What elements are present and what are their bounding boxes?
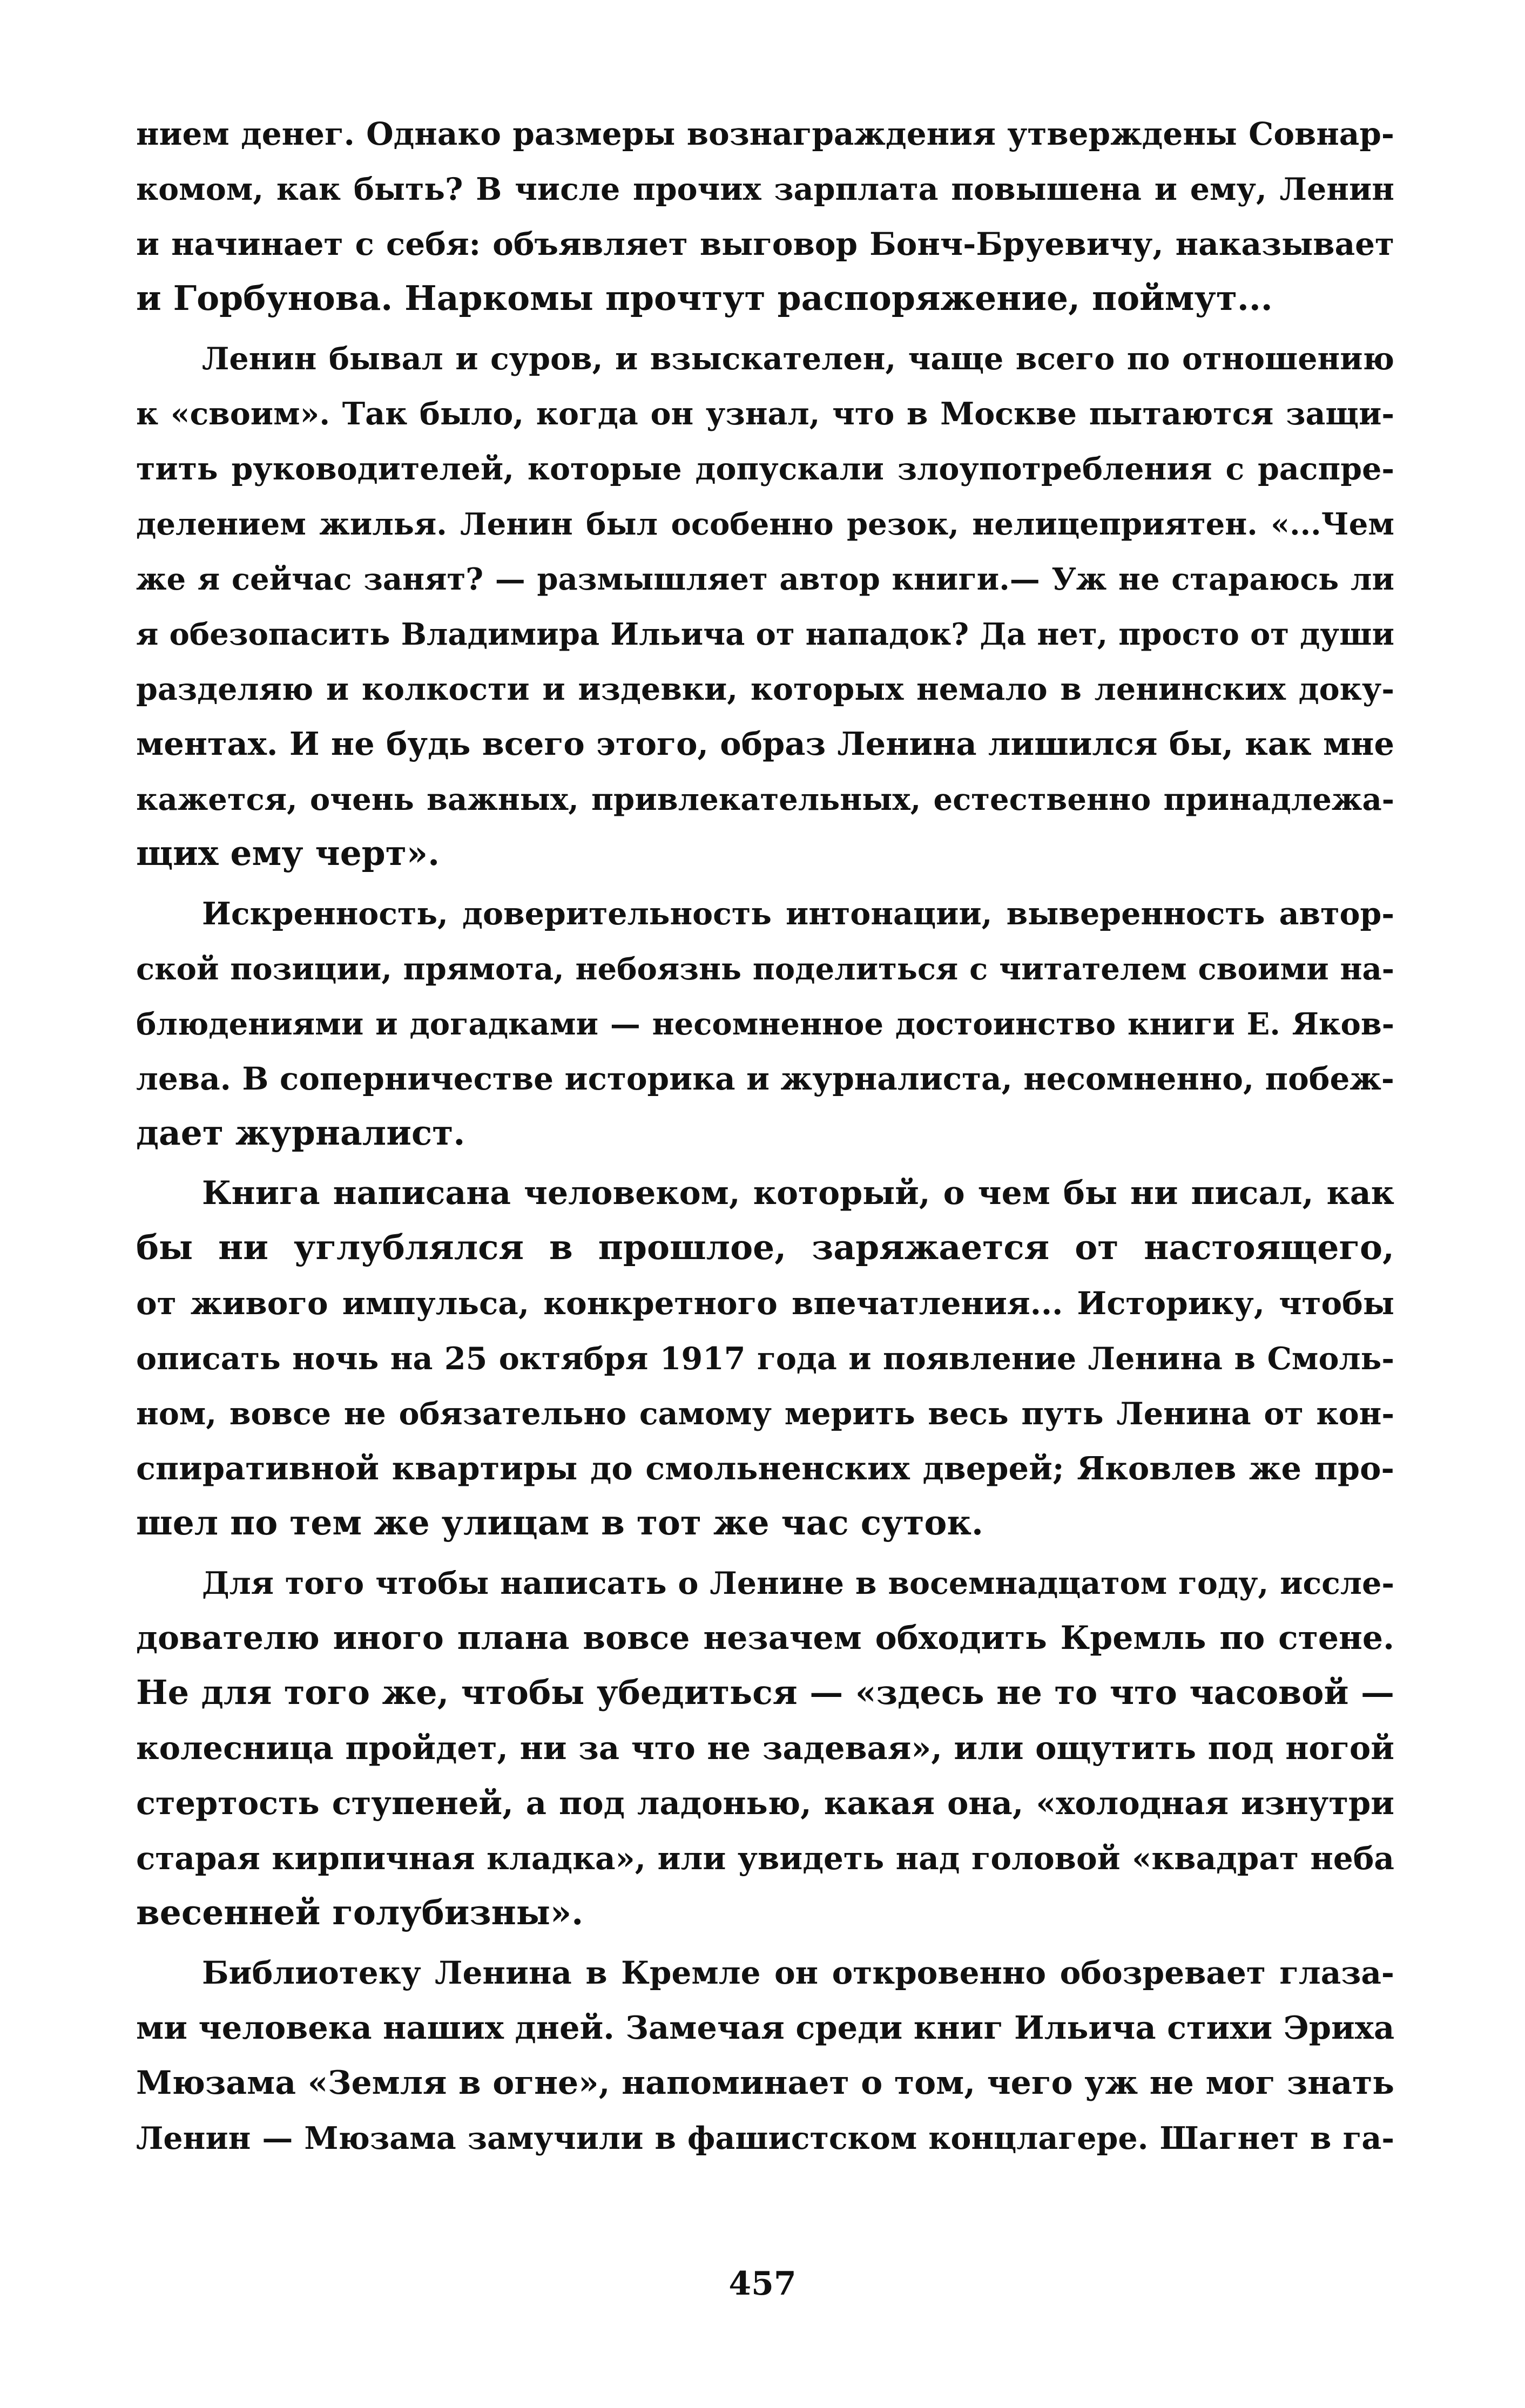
text-line: Ленин — Мюзама замучили в фашистском концлагере. Шагнет в га- bbox=[136, 2120, 1394, 2156]
page-text bbox=[136, 105, 1394, 2165]
text-line: Искренность, доверительность интонации, выверенность автор- bbox=[202, 896, 1394, 932]
text-line: дователю иного плана вовсе незачем обходить Кремль по стене. bbox=[136, 1619, 1394, 1657]
text-line: тить руководителей, которые допускали злоупотребления с распре- bbox=[136, 451, 1394, 487]
text-line: Мюзама «Земля в огне», напоминает о том, чего уж не мог знать bbox=[136, 2064, 1394, 2102]
paragraph bbox=[136, 1165, 1394, 1550]
text-line: колесница пройдет, ни за что не задевая», или ощутить под ногой bbox=[136, 1729, 1394, 1767]
text-line: я обезопасить Владимира Ильича от нападок? Да нет, просто от души bbox=[136, 617, 1394, 652]
paragraph bbox=[136, 330, 1394, 881]
text-line: шел по тем же улицам в тот же час суток. bbox=[136, 1503, 983, 1543]
text-line: ментах. И не будь всего этого, образ Ленина лишился бы, как мне bbox=[136, 725, 1394, 762]
text-line: бы ни углублялся в прошлое, заряжается от настоящего, bbox=[136, 1227, 1394, 1267]
text-line: Не для того же, чтобы убедиться — «здесь не то что часовой — bbox=[136, 1673, 1394, 1712]
paragraph bbox=[136, 105, 1394, 326]
text-line: дает журналист. bbox=[136, 1113, 465, 1153]
text-line: Ленин бывал и суров, и взыскателен, чаще всего по отношению bbox=[202, 341, 1394, 377]
text-line: делением жилья. Ленин был особенно резок, нелицеприятен. «...Чем bbox=[136, 506, 1394, 542]
paragraph bbox=[136, 1554, 1394, 1940]
text-line: ном, вовсе не обязательно самому мерить весь путь Ленина от кон- bbox=[136, 1396, 1394, 1432]
text-line: Для того чтобы написать о Ленине в восемнадцатом году, иссле- bbox=[202, 1565, 1394, 1601]
text-line: описать ночь на 25 октября 1917 года и появление Ленина в Смоль- bbox=[136, 1341, 1394, 1377]
text-line: Книга написана человеком, который, о чем бы ни писал, как bbox=[202, 1174, 1394, 1212]
text-line: щих ему черт». bbox=[136, 833, 440, 873]
text-line: ской позиции, прямота, небоязнь поделиться с читателем своими на- bbox=[136, 951, 1394, 987]
page-number: 457 bbox=[728, 2265, 797, 2303]
text-line: лева. В соперничестве историка и журналиста, несомненно, побеж- bbox=[136, 1060, 1394, 1097]
text-line: старая кирпичная кладка», или увидеть над головой «квадрат неба bbox=[136, 1840, 1394, 1877]
paragraph bbox=[136, 885, 1394, 1160]
text-line: к «своим». Так было, когда он узнал, что в Москве пытаются защи- bbox=[136, 396, 1394, 432]
text-line: и начинает с себя: объявляет выговор Бонч-Бруевичу, наказывает bbox=[136, 226, 1394, 262]
text-line: кажется, очень важных, привлекательных, естественно принадлежа- bbox=[136, 782, 1394, 817]
text-line: нием денег. Однако размеры вознаграждения утверждены Совнар- bbox=[136, 116, 1394, 152]
text-line: комом, как быть? В числе прочих зарплата повышена и ему, Ленин bbox=[136, 171, 1394, 207]
text-line: ми человека наших дней. Замечая среди книг Ильича стихи Эриха bbox=[136, 2009, 1395, 2046]
text-line: блюдениями и догадками — несомненное достоинство книги Е. Яков- bbox=[136, 1006, 1394, 1042]
text-line: стертость ступеней, а под ладонью, какая она, «холодная изнутри bbox=[136, 1784, 1394, 1822]
text-line: Библиотеку Ленина в Кремле он откровенно обозревает глаза- bbox=[202, 1954, 1394, 1991]
paragraph bbox=[136, 1944, 1394, 2165]
text-line: спиративной квартиры до смольненских дверей; Яковлев же про- bbox=[136, 1450, 1394, 1487]
text-line: разделяю и колкости и издевки, которых немало в ленинских доку- bbox=[136, 671, 1394, 707]
text-line: и Горбунова. Наркомы прочтут распоряжение, поймут... bbox=[136, 278, 1273, 318]
text-line: от живого импульса, конкретного впечатления... Историку, чтобы bbox=[136, 1285, 1394, 1322]
text-line: весенней голубизны». bbox=[136, 1892, 584, 1932]
text-line: же я сейчас занят? — размышляет автор книги.— Уж не стараюсь ли bbox=[136, 562, 1394, 597]
